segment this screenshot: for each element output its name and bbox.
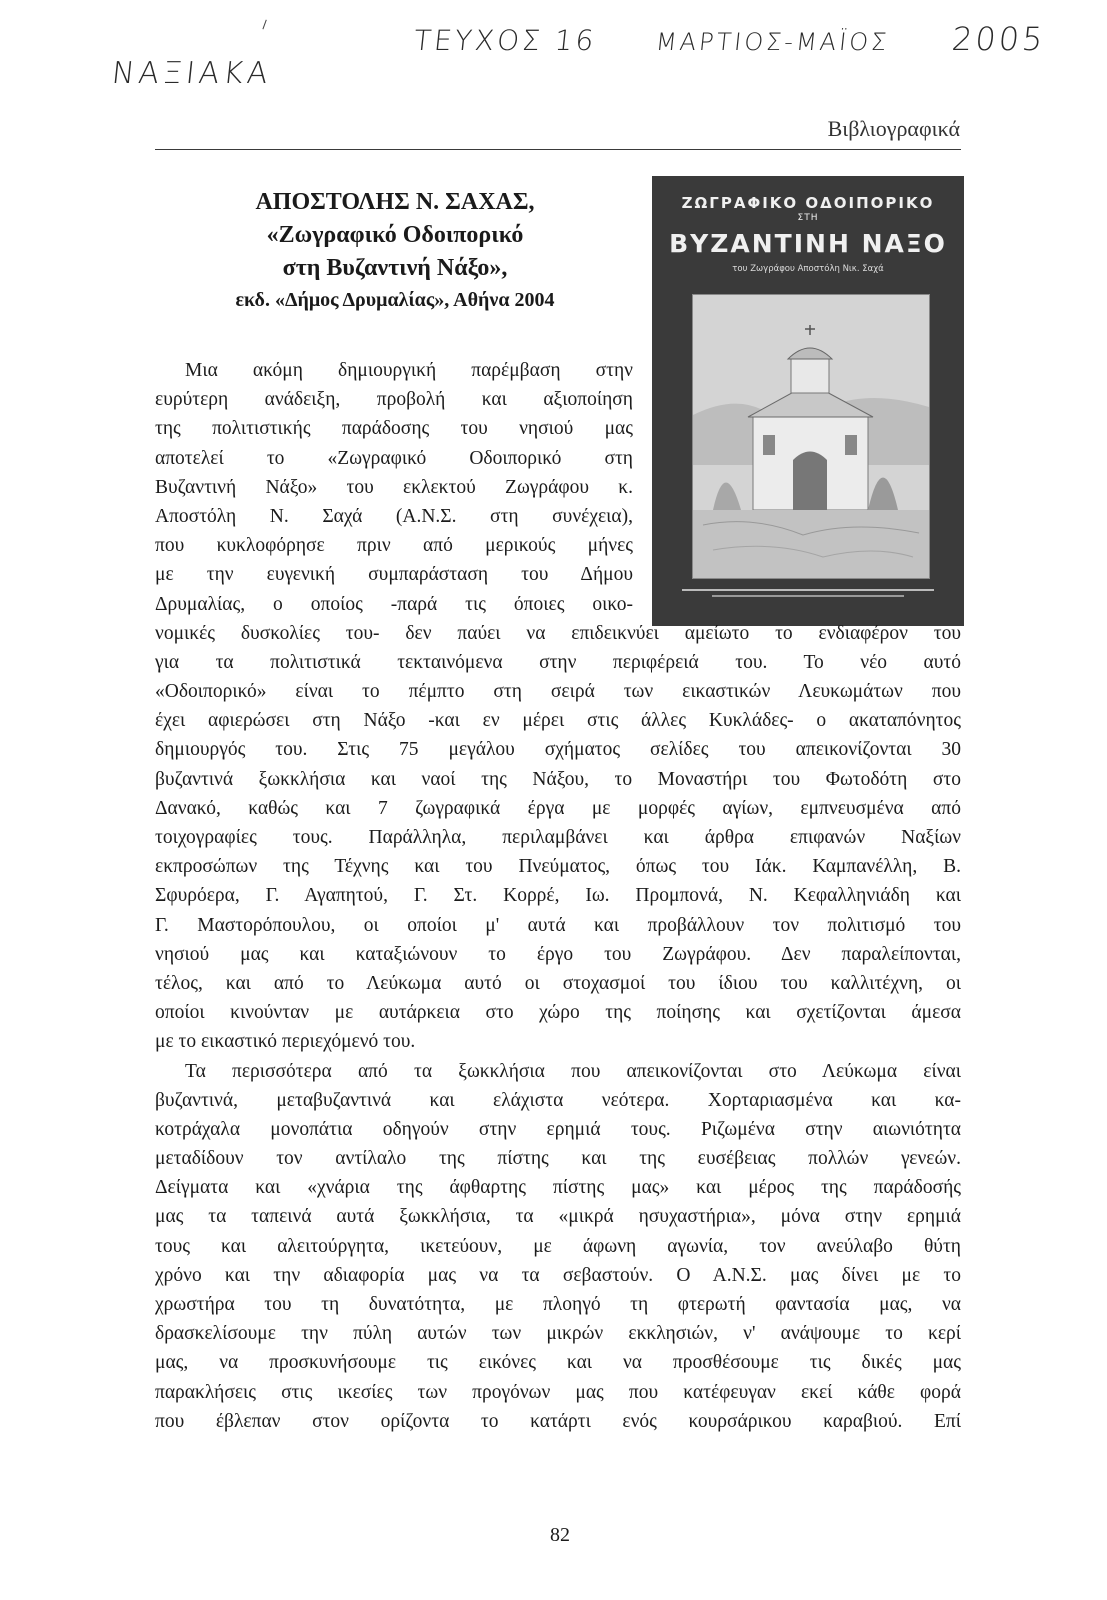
body-line: Δείγματα και «χνάρια της άφθαρτης πίστης μας» και μέρος της παράδοσής [155, 1177, 961, 1199]
body-line: δρασκελίσουμε την πύλη αυτών των μικρών εκκλησιών, ν' ανάψουμε το κερί [155, 1323, 961, 1345]
body-line: Δρυμαλίας, ο οποίος -παρά τις όποιες οικο- [155, 593, 633, 615]
body-line: τοιχογραφίες τους. Παράλληλα, περιλαμβάνει και άρθρα επιφανών Ναξίων [155, 827, 961, 848]
page-number: 82 [550, 1524, 570, 1546]
article-body [155, 356, 961, 1436]
cover-title-line-3: ΒΥΖΑΝΤΙΝΗ ΝΑΞΟ [669, 229, 947, 258]
body-line: βυζαντινά ξωκκλήσια και ναοί της Νάξου, το Μοναστήρι του Φωτοδότη στο [155, 768, 961, 790]
body-line: Μια ακόμη δημιουργική παρέμβαση στην [185, 360, 633, 381]
body-line: για τα πολιτιστικά τεκταινόμενα στην περιφέρειά του. Το νέο αυτό [155, 651, 961, 673]
body-line: δημιουργός του. Στις 75 μεγάλου σχήματος σελίδες του απεικονίζονται 30 [155, 739, 961, 761]
body-line: Σφυρόερα, Γ. Αγαπητού, Γ. Στ. Κορρέ, Ιω. Προμπονά, Ν. Κεφαλληνιάδη και [155, 885, 961, 907]
body-line: χρωστήρα του τη δυνατότητα, με πλοηγό τη φτερωτή φαντασία μας, να [155, 1294, 961, 1315]
paragraph-1 [155, 356, 961, 1057]
body-line: Γ. Μαστορόπουλου, οι οποίοι μ' αυτά και προβάλλουν τον πολιτισμό του [155, 914, 961, 936]
body-line: νησιού μας και καταξιώνουν το έργο του Ζωγράφου. Δεν παραλείπονται, [155, 943, 961, 965]
body-line: αποτελεί το «Ζωγραφικό Οδοιπορικό στη [155, 447, 633, 469]
body-line: έχει αφιερώσει στη Νάξο -και εν μέρει στις άλλες Κυκλάδες- ο ακαταπόνητος [155, 710, 961, 732]
body-line: μας, να προσκυνήσουμε τις εικόνες και να προσθέσουμε τις δικές μας [155, 1352, 961, 1374]
body-line: χρόνο και την αδιαφορία μας να τα σεβαστούν. Ο Α.Ν.Σ. μας δίνει με το [155, 1264, 961, 1286]
handwritten-months: ΜΑΡΤΙΟΣ-ΜΑΪΟΣ [654, 28, 891, 56]
body-line: κοτράχαλα μονοπάτια οδηγούν στην ερημιά τους. Ριζωμένα στην αιωνιότητα [155, 1118, 961, 1140]
header-rule [155, 149, 961, 150]
body-line: παρακλήσεις στις ικεσίες των προγόνων μας που κατέφευγαν εκεί κάθε φορά [155, 1381, 961, 1403]
book-title-line-2: στη Βυζαντινή Νάξο», [282, 255, 508, 281]
handwritten-issue: ΤΕΥΧΟΣ 16 [412, 24, 599, 57]
body-line: μας τα ταπεινά αυτά ξωκκλήσια, τα «μικρά ησυχαστήρια», μόνα στην ερημιά [155, 1206, 961, 1228]
handwritten-magazine-name: ΝΑΞΙΑΚΑ [110, 56, 274, 91]
book-publisher: εκδ. «Δήμος Δρυμαλίας», Αθήνα 2004 [235, 289, 555, 311]
handwritten-annotation [88, 18, 1068, 98]
body-line: τους και αλειτούργητα, ικετεύουν, με άφωνη αγωνία, τον ανεύλαβο θύτη [155, 1235, 961, 1257]
body-line: με το εικαστικό περιεχόμενό του. [155, 1031, 416, 1053]
body-line: Δανακό, καθώς και 7 ζωγραφικά έργα με μορφές αγίων, εμπνευσμένα από [155, 797, 961, 819]
body-line: που έβλεπαν στον ορίζοντα το κατάρτι ενός κουρσάρικου καραβιού. Επί [155, 1410, 961, 1432]
handwritten-tick [262, 20, 269, 31]
book-author: ΑΠΟΣΤΟΛΗΣ Ν. ΣΑΧΑΣ, [255, 189, 535, 215]
book-title-block [155, 186, 635, 315]
handwritten-year: 2005 [950, 20, 1048, 58]
body-line: «Οδοιπορικό» είναι το πέμπτο στη σειρά των εικαστικών Λευκωμάτων που [155, 681, 961, 703]
body-line: μεταδίδουν τον αντίλαλο της πίστης και της ευσέβειας πολλών γενεών. [155, 1148, 961, 1170]
body-line: που κυκλοφόρησε πριν από μερικούς μήνες [155, 535, 633, 557]
body-line: Βυζαντινή Νάξο» του εκλεκτού Ζωγράφου κ. [155, 476, 633, 498]
body-line: Τα περισσότερα από τα ξωκκλήσια που απεικονίζονται στο Λεύκωμα είναι [185, 1060, 961, 1082]
body-line: Αποστόλη Ν. Σαχά (Α.Ν.Σ. στη συνέχεια), [155, 505, 633, 527]
cover-subtitle: του Ζωγράφου Αποστόλη Νικ. Σαχά [732, 264, 884, 274]
body-line: ευρύτερη ανάδειξη, προβολή και αξιοποίηση [155, 389, 633, 411]
body-line: οποίοι κινούνταν με αυτάρκεια στο χώρο της ποίησης και σχετίζονται άμεσα [155, 1002, 961, 1024]
cover-title-line-2: ΣΤΗ [797, 213, 819, 223]
body-line: βυζαντινά, μεταβυζαντινά και ελάχιστα νεότερα. Χορταριασμένα και κα- [155, 1089, 961, 1111]
cover-title-line-1: ΖΩΓΡΑΦΙΚΟ ΟΔΟΙΠΟΡΙΚΟ [681, 194, 935, 212]
body-line: της πολιτιστικής παράδοσης του νησιού μας [155, 418, 633, 440]
body-line: με την ευγενική συμπαράσταση του Δήμου [155, 564, 633, 586]
body-line: τέλος, και από το Λεύκωμα αυτό οι στοχασμοί του ίδιου του καλλιτέχνη, οι [155, 972, 961, 994]
section-heading: Βιβλιογραφικά [827, 116, 960, 141]
paragraph-2 [155, 1057, 961, 1436]
book-title-line-1: «Ζωγραφικό Οδοιπορικό [266, 222, 524, 248]
body-line: νομικές δυσκολίες του- δεν παύει να επιδεικνύει αμείωτο το ενδιαφέρον του [155, 622, 961, 644]
body-line: εκπροσώπων της Τέχνης και του Πνεύματος, όπως του Ιάκ. Καμπανέλλη, Β. [155, 856, 961, 878]
